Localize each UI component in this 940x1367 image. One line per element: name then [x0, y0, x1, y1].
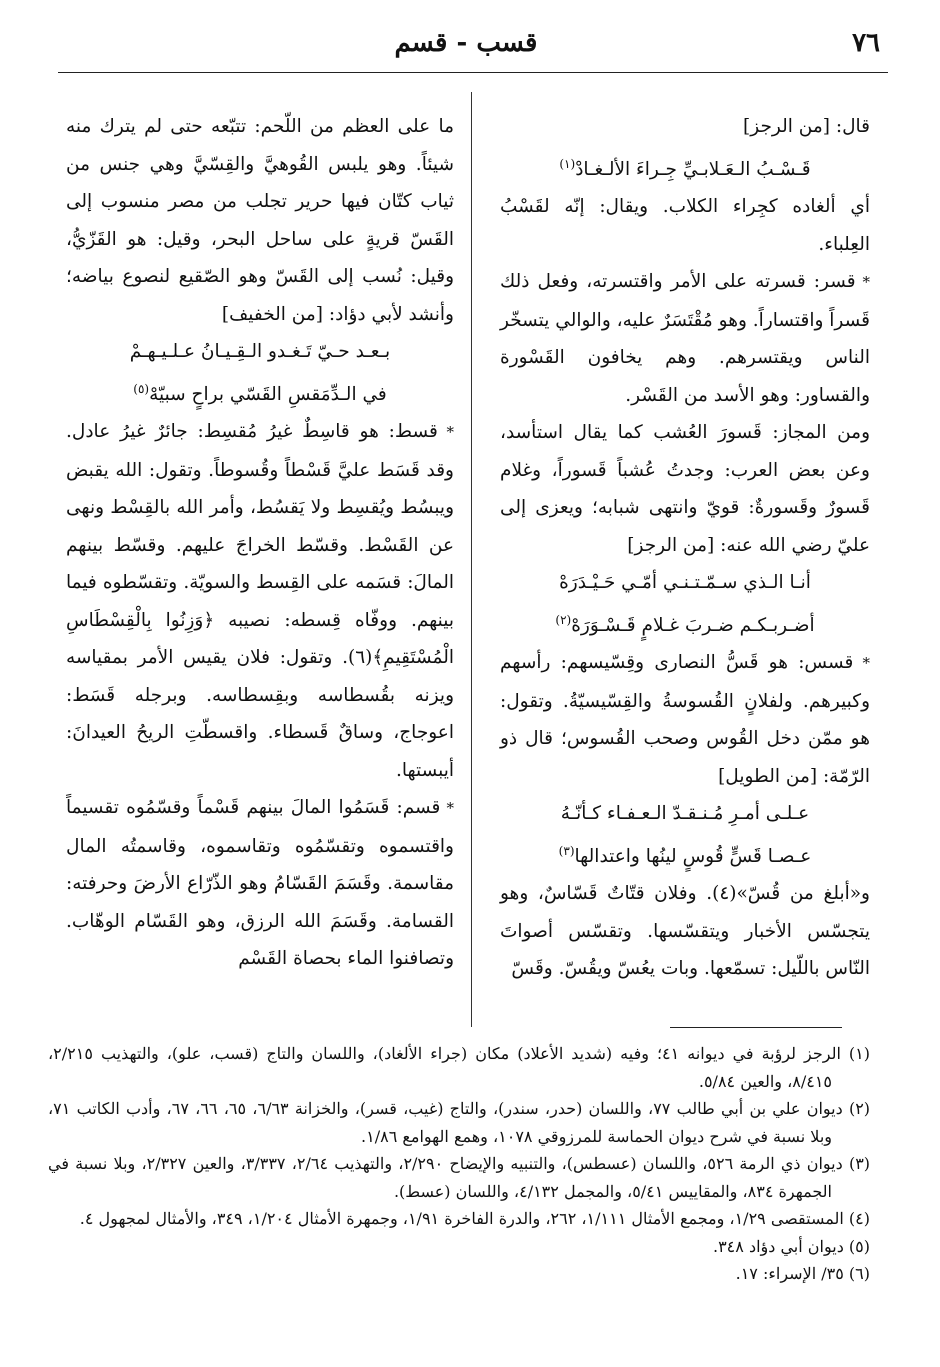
- line-text: أي ألغاده كجِراء الكلاب. ويقال: إنّه لقَسْبُ العِلباء.: [500, 196, 870, 255]
- footnote-number: (٣): [848, 1154, 871, 1173]
- verse-line: [500, 795, 870, 833]
- column-divider: [471, 92, 472, 1027]
- footnote-text: الرجز لرؤبة في ديوانه ٤١؛ وفيه (شديد الأعلاد) مكان (جراء الألغاد)، واللسان والتاج (قسب، علو)، والتهذيب ٢/٢١٥، ٨/٤١٥، والعين ٥/٨٤.: [48, 1044, 849, 1091]
- footnote-text: ديوان ذي الرمة ٥٢٦، واللسان (عسطس)، والتنبيه والإيضاح ٢/٢٩٠، والتهذيب ٢/٦٤، ٣/٣٣٧، والعين ٢/٣٢٧، وبلا نسبة في الجمهرة ٨٣٤، والمقاييس ٥/٤١، والمجمل ٤/١٣٢، واللسان (عسط).: [48, 1154, 849, 1201]
- footnote-ref: (٣): [558, 843, 575, 858]
- footnote-ref: (١): [559, 156, 576, 171]
- line-text: قسط: هو قاسِطٌ غيرُ مُقسِط: جائرٌ غيرُ عادل. وقد قَسَط عليَّ قَسْطاً وقُسوطاً. وتقول: الله يقبض ويبسُط ويُقسِط ولا يَقسُط، وأمر الله بالقِسْط ونهى عن القَسْط. وقسّط الخراجَ عليهم. وقسّط بينهم المالَ: قسَمه على القِسط والسويّة. وتقسّطوه فيما بينهم. ووفّاه قِسطه: نصيبه ﴿وَزِنُوا بِالْقِسْطَاسِ الْمُسْتَقِيمِ﴾(٦). وتقول: فلان يقيس الأمر بمقياسه ويزنه بقُسطاسه وبقِسطاسه. وبرجله قَسَط: اعوجاج، وساقٌ قَسطاء. واقسطّتِ الريحُ العيدانَ: أيبستها.: [66, 421, 454, 781]
- running-header: [52, 28, 880, 70]
- line-text: قال: [من الرجز]: [743, 116, 870, 137]
- line-text: عـصـا قَسٍّ قُوسٍ لينُها واعتدالها: [574, 845, 812, 867]
- line-text: في الـدِّمَقسِ القَسّي براحٍ سبيّهْ: [149, 383, 387, 405]
- text-paragraph: [500, 188, 870, 263]
- verse-line: [66, 333, 454, 371]
- footnote-text: ٣٥/ الإسراء: ١٧.: [735, 1264, 849, 1283]
- footnote: [48, 1040, 870, 1095]
- page-number: ٧٦: [852, 28, 880, 58]
- footnote: [48, 1205, 870, 1233]
- footnote: [48, 1260, 870, 1288]
- footnote-text: ديوان علي بن أبي طالب ٧٧، واللسان (حدر، سندر)، والتاج (غيب، قسر)، والخزانة ٦/٦٣، ٦٥، ٦٦، ٦٧، وأدب الكاتب ٧١، وبلا نسبة في شرح ديوان الحماسة للمرزوقي ١٠٧٨، وهمع الهوامع ١/٨٦.: [48, 1099, 849, 1146]
- footnote: [48, 1233, 870, 1261]
- dictionary-entry: [500, 644, 870, 795]
- line-text: أضـربـكـم ضـربَ غـلامٍ قَـسْـوَرَهْ: [571, 614, 815, 636]
- entry-marker: *: [437, 423, 454, 442]
- line-text: ومن المجاز: قَسورَ العُشب كما يقال استأسد، وعن بعض العرب: وجدتُ عُشباً قَسوراً، وغلام قَسورٌ وقَسورةٌ: قويّ وانتهى شبابه؛ ويعزى إلى عليّ رضي الله عنه: [من الرجز]: [500, 422, 870, 556]
- verse-line: [500, 602, 870, 645]
- verse-line: [500, 146, 870, 189]
- line-text: و«أبلغ من قُسّ»(٤). وفلان قتّاتٌ قَسّاسٌ، وهو يتجسّس الأخبار ويتقسّسها. وتقسّس أصواتَ النّاس باللّيل: تسمّعها. وبات يعُسّ ويقُسّ. وقَسّ: [500, 883, 870, 980]
- verse-line: [66, 371, 454, 414]
- footnote-ref: (٢): [555, 612, 572, 627]
- left-column: [66, 108, 454, 978]
- text-paragraph: [500, 875, 870, 988]
- header-title: قسب - قسم: [394, 28, 538, 58]
- text-paragraph: [500, 108, 870, 146]
- footnote-rule: [670, 1027, 842, 1028]
- line-text: قسر: قسرته على الأمر واقتسرته، وفعل ذلك قَسراً واقتساراً. وهو مُقْتَسَرٌ عليه، والوالي يتسخّر الناس ويقتسرهم. وهم يخافون القَسْورة والقساور: وهو الأسد من القَسْر.: [500, 271, 870, 406]
- line-text: قسم: قَسَمُوا المالَ بينهم قَسْماً وقسّمُوه تقسيماً واقتسموه وتقسّمُوه وتقاسموه، وقاسمتُه المال مقاسمة. وقَسَمَ القَسّامُ وهو الذّرّاع الأرضَ وحرفته: القسامة. وقَسَمَ الله الرزق، وهو القَسّام الوهّاب. وتصافنوا الماء بحصاة القَسْم: [66, 797, 454, 970]
- footnote: [48, 1150, 870, 1205]
- footnote-ref: (٥): [133, 381, 150, 396]
- line-text: ما على العظم من اللّحم: تتبّعه حتى لم يترك منه شيئاً. وهو يلبس القُوهيَّ والقِسّيَّ وهي جنس من ثياب كتّان فيها حرير تجلب من مصر منسوب إلى القَسّ قريةٍ على ساحل البحر، وقيل: هو القَزّيُّ، وقيل: نُسب إلى القَسّ وهو الصّقيع لنصوع بياضه؛ وأنشد لأبي دؤاد: [من الخفيف]: [66, 116, 454, 325]
- footnote-number: (٤): [848, 1209, 870, 1228]
- line-text: قسس: هو قَسُّ النصارى وقِسّيسهم: رأسهم وكبيرهم. ولفلانٍ القُسوسةُ والقِسّيسيّةُ. وتقول: هو ممّن دخل القُوس وصحب القُسوس؛ قال ذو الرّمّة: [من الطويل]: [500, 652, 870, 787]
- footnote-number: (٢): [848, 1099, 871, 1118]
- footnote-number: (٥): [848, 1236, 870, 1256]
- header-rule: [58, 72, 888, 73]
- footnotes: [48, 1040, 870, 1288]
- line-text: أنـا الـذي سـمّـتـنـي أمّـي حَـيْـدَرَهْ: [559, 572, 811, 594]
- entry-marker: *: [440, 799, 454, 818]
- footnote-number: (١): [848, 1044, 870, 1063]
- entry-marker: *: [853, 654, 870, 673]
- verse-line: [500, 564, 870, 602]
- line-text: قَـسْـبُ الـعَـلابـيِّ جِـراءَ الألـغـادْ: [575, 158, 811, 180]
- text-paragraph: [500, 414, 870, 564]
- dictionary-entry: [66, 413, 454, 789]
- footnote-text: ديوان أبي دؤاد ٣٤٨.: [712, 1236, 849, 1256]
- verse-line: [500, 833, 870, 876]
- entry-marker: *: [855, 273, 870, 292]
- line-text: عـلـى أمـرِ مُـنـقـدّ الـعـفـاء كـأنّـهُ: [560, 803, 810, 825]
- text-paragraph: [66, 108, 454, 333]
- footnote-text: المستقصى ١/٢٩، ومجمع الأمثال ١/١١١، ٢٦٢، والدرة الفاخرة ١/٩١، وجمهرة الأمثال ١/٢٠٤، ٣٤٩، والأمثال لمجهول ٤.: [79, 1209, 849, 1228]
- right-column: [500, 108, 870, 988]
- footnote-number: (٦): [848, 1264, 870, 1283]
- dictionary-entry: [66, 789, 454, 978]
- line-text: بـعـد حـيّ تَـغـدو الـقِـيـانُ عـلـيـهـمْ: [129, 341, 391, 362]
- dictionary-entry: [500, 263, 870, 414]
- footnote: [48, 1095, 870, 1150]
